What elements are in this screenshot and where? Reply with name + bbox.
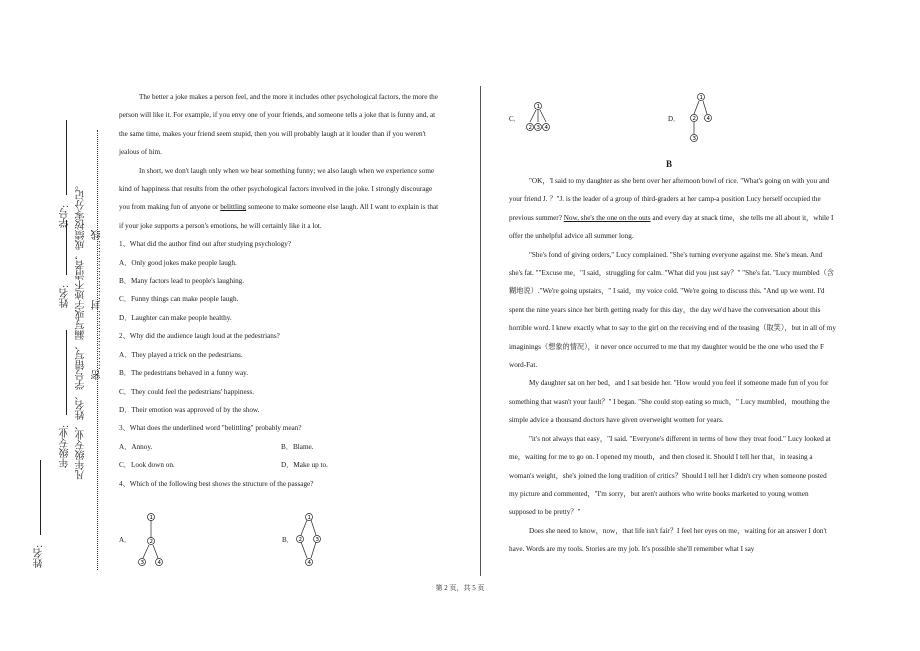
page-footer: 第 2 页，共 5 页: [435, 584, 485, 592]
q3-option-d: D．Make up to.: [281, 461, 328, 470]
svg-text:4: 4: [307, 560, 311, 566]
underlined-word: belittling: [220, 203, 247, 212]
passage-paragraph-2: In short, we don't laugh only when we hear something funny; we also laugh when we experience some kind of happiness that results from the other psychological factors involved in the joke. I strongly discourage you from making fun of anyone or belittling someone to make someone else laugh. All I want to explain is that if your joke supports a person's emotions, he will certainly like it a lot.: [119, 166, 439, 230]
class-label: 年级专业:: [60, 425, 71, 468]
right-column: [509, 172, 837, 559]
svg-text:2: 2: [528, 125, 532, 131]
name-label: 姓名:: [60, 285, 71, 308]
q2-option-a: A．They played a trick on the pedestrians.: [119, 350, 243, 359]
q3-option-b: B．Blame.: [281, 442, 314, 451]
q4-option-c-label: C．: [509, 115, 521, 123]
q1-option-d: D．Laughter can make people healthy.: [119, 313, 232, 322]
q3-options-row-1: [119, 438, 443, 456]
q4-option-d-label: D．: [668, 115, 681, 123]
story-paragraph-1: "OK，'I said to my daughter as she bent over her afternoon bowl of rice. "What's going on with you and your friend J. ？"J. is the leader of a group of third-graders at her camp-a position Lucy herself occupied the previous summer? Now, she's the one on the outs and every day at snack time，she tells me all about it，while I offer the unhelpful advice all summer long.: [509, 177, 834, 241]
svg-text:3: 3: [692, 136, 696, 142]
story-paragraph-4: "it's not always that easy，"I said. "Everyone's different in terms of how they treat food." Lucy looked at me，waiting for me to go on. I opened my mouth，and then closed it. Should I tell her that，in teasing a woman's weight，she's joined the long tradition of critics？Should I tell her I didn't cry when someone posted my picture and commented，"I'm sorry，but aren't authors who write books marketed to young women supposed to be pretty？": [509, 434, 831, 517]
svg-text:4: 4: [706, 116, 710, 122]
story-paragraph-3: My daughter sat on her bed，and I sat beside her. "How would you feel if someone made fun of you for something that wasn't your fault？" I began. "She could stop eating so much，" Lucy mumbled，mouthing the simple advice a thousand doctors have given overweight women for years.: [509, 379, 830, 425]
student-id-label: 学号:: [60, 205, 71, 228]
question-4: 4、Which of the following best shows the structure of the passage?: [119, 479, 314, 488]
question-2: 2、Why did the audience laugh loud at the pedestrians?: [119, 332, 280, 341]
q2-option-b: B．The pedestrians behaved in a funny way.: [119, 369, 249, 378]
svg-text:3: 3: [536, 125, 540, 131]
class-line: [66, 330, 67, 415]
svg-text:1: 1: [536, 104, 540, 110]
column-divider: [480, 86, 481, 576]
story-paragraph-2: "She's fond of giving orders," Lucy complained. "She's turning everyone against me. She's mean. And she's fat. ""Excuse me，"I said，struggling for calm. "What did you just say？" "She's fat. "Lucy mumbled（含糊地说）."We're going upstairs，" I said，my voice cold. "We're going to discuss this. "And up we went. I'd spent the nine years since her birth getting ready for this day，the day we'd have the conversation about this horrible word. I knew exactly what to say to the girl on the receiving end of the teasing（取笑），but in all of my imaginings（想象的情况），it never once occurred to me that my daughter would be the one who used the F word-Fat.: [509, 250, 836, 370]
svg-text:4: 4: [157, 560, 161, 566]
binding-margin: [0, 0, 110, 651]
q4-diagram-b: [292, 510, 332, 570]
story-paragraph-5: Does she need to know，now，that life isn't fair？I feel her eyes on me，waiting for an answer I don't have. Words are my tools. Stories are my job. It's possible she'll remember what I say: [509, 526, 827, 554]
svg-text:3: 3: [140, 560, 144, 566]
q2-option-c: C．They could feel the pedestrians' happiness.: [119, 387, 255, 396]
q1-option-c: C．Funny things can make people laugh.: [119, 295, 239, 304]
underlined-phrase: Now, she's the one on the outs: [563, 213, 651, 222]
svg-text:1: 1: [307, 515, 311, 521]
q3-option-c: C．Look down on.: [119, 461, 175, 470]
q2-option-d: D．Their emotion was approved of by the show.: [119, 405, 260, 414]
q3-options-row-2: [119, 456, 443, 474]
svg-text:3: 3: [315, 537, 319, 543]
q1-option-b: B．Many factors lead to people's laughing.: [119, 277, 245, 286]
q4-diagram-a: [134, 510, 174, 570]
student-name-label: 姓名:: [34, 545, 45, 568]
q4-option-a-label: A．: [119, 536, 132, 544]
svg-text:1: 1: [699, 95, 703, 101]
q4-diagram-c: [522, 98, 558, 136]
left-column: [119, 88, 443, 493]
student-id-line: [66, 120, 67, 195]
svg-text:2: 2: [298, 537, 302, 543]
q1-option-a: A．Only good jokes make people laugh.: [119, 258, 237, 267]
name-line: [66, 220, 67, 275]
svg-text:1: 1: [149, 515, 153, 521]
passage-paragraph-1: The better a joke makes a person feel, and the more it includes other psychological factors, the more the person will like it. For example, if you envy one of your friends, and someone tells a joke that is funny and, at the same time, makes your friend seem stupid, then you will probably laugh at it louder than if you weren't jealous of him.: [119, 93, 438, 157]
question-3: 3、What does the underlined word "belittling" probably mean?: [119, 424, 302, 433]
svg-text:2: 2: [692, 116, 696, 122]
svg-text:2: 2: [149, 539, 153, 545]
seal-text: 密………………封………………线: [92, 230, 103, 380]
instruction-text: 凡年级专业、姓名、学号错写、漏写或字迹不清者，成绩按零分记。: [76, 180, 87, 480]
q4-diagram-d: [684, 90, 720, 148]
q3-option-a: A．Annoy.: [119, 442, 153, 451]
seal-dotted-line: [97, 130, 98, 570]
svg-text:4: 4: [544, 125, 548, 131]
student-name-line: [40, 460, 41, 535]
section-heading: B: [666, 159, 673, 169]
question-1: 1、What did the author find out after studying psychology?: [119, 240, 292, 249]
q4-option-b-label: B．: [282, 536, 294, 544]
